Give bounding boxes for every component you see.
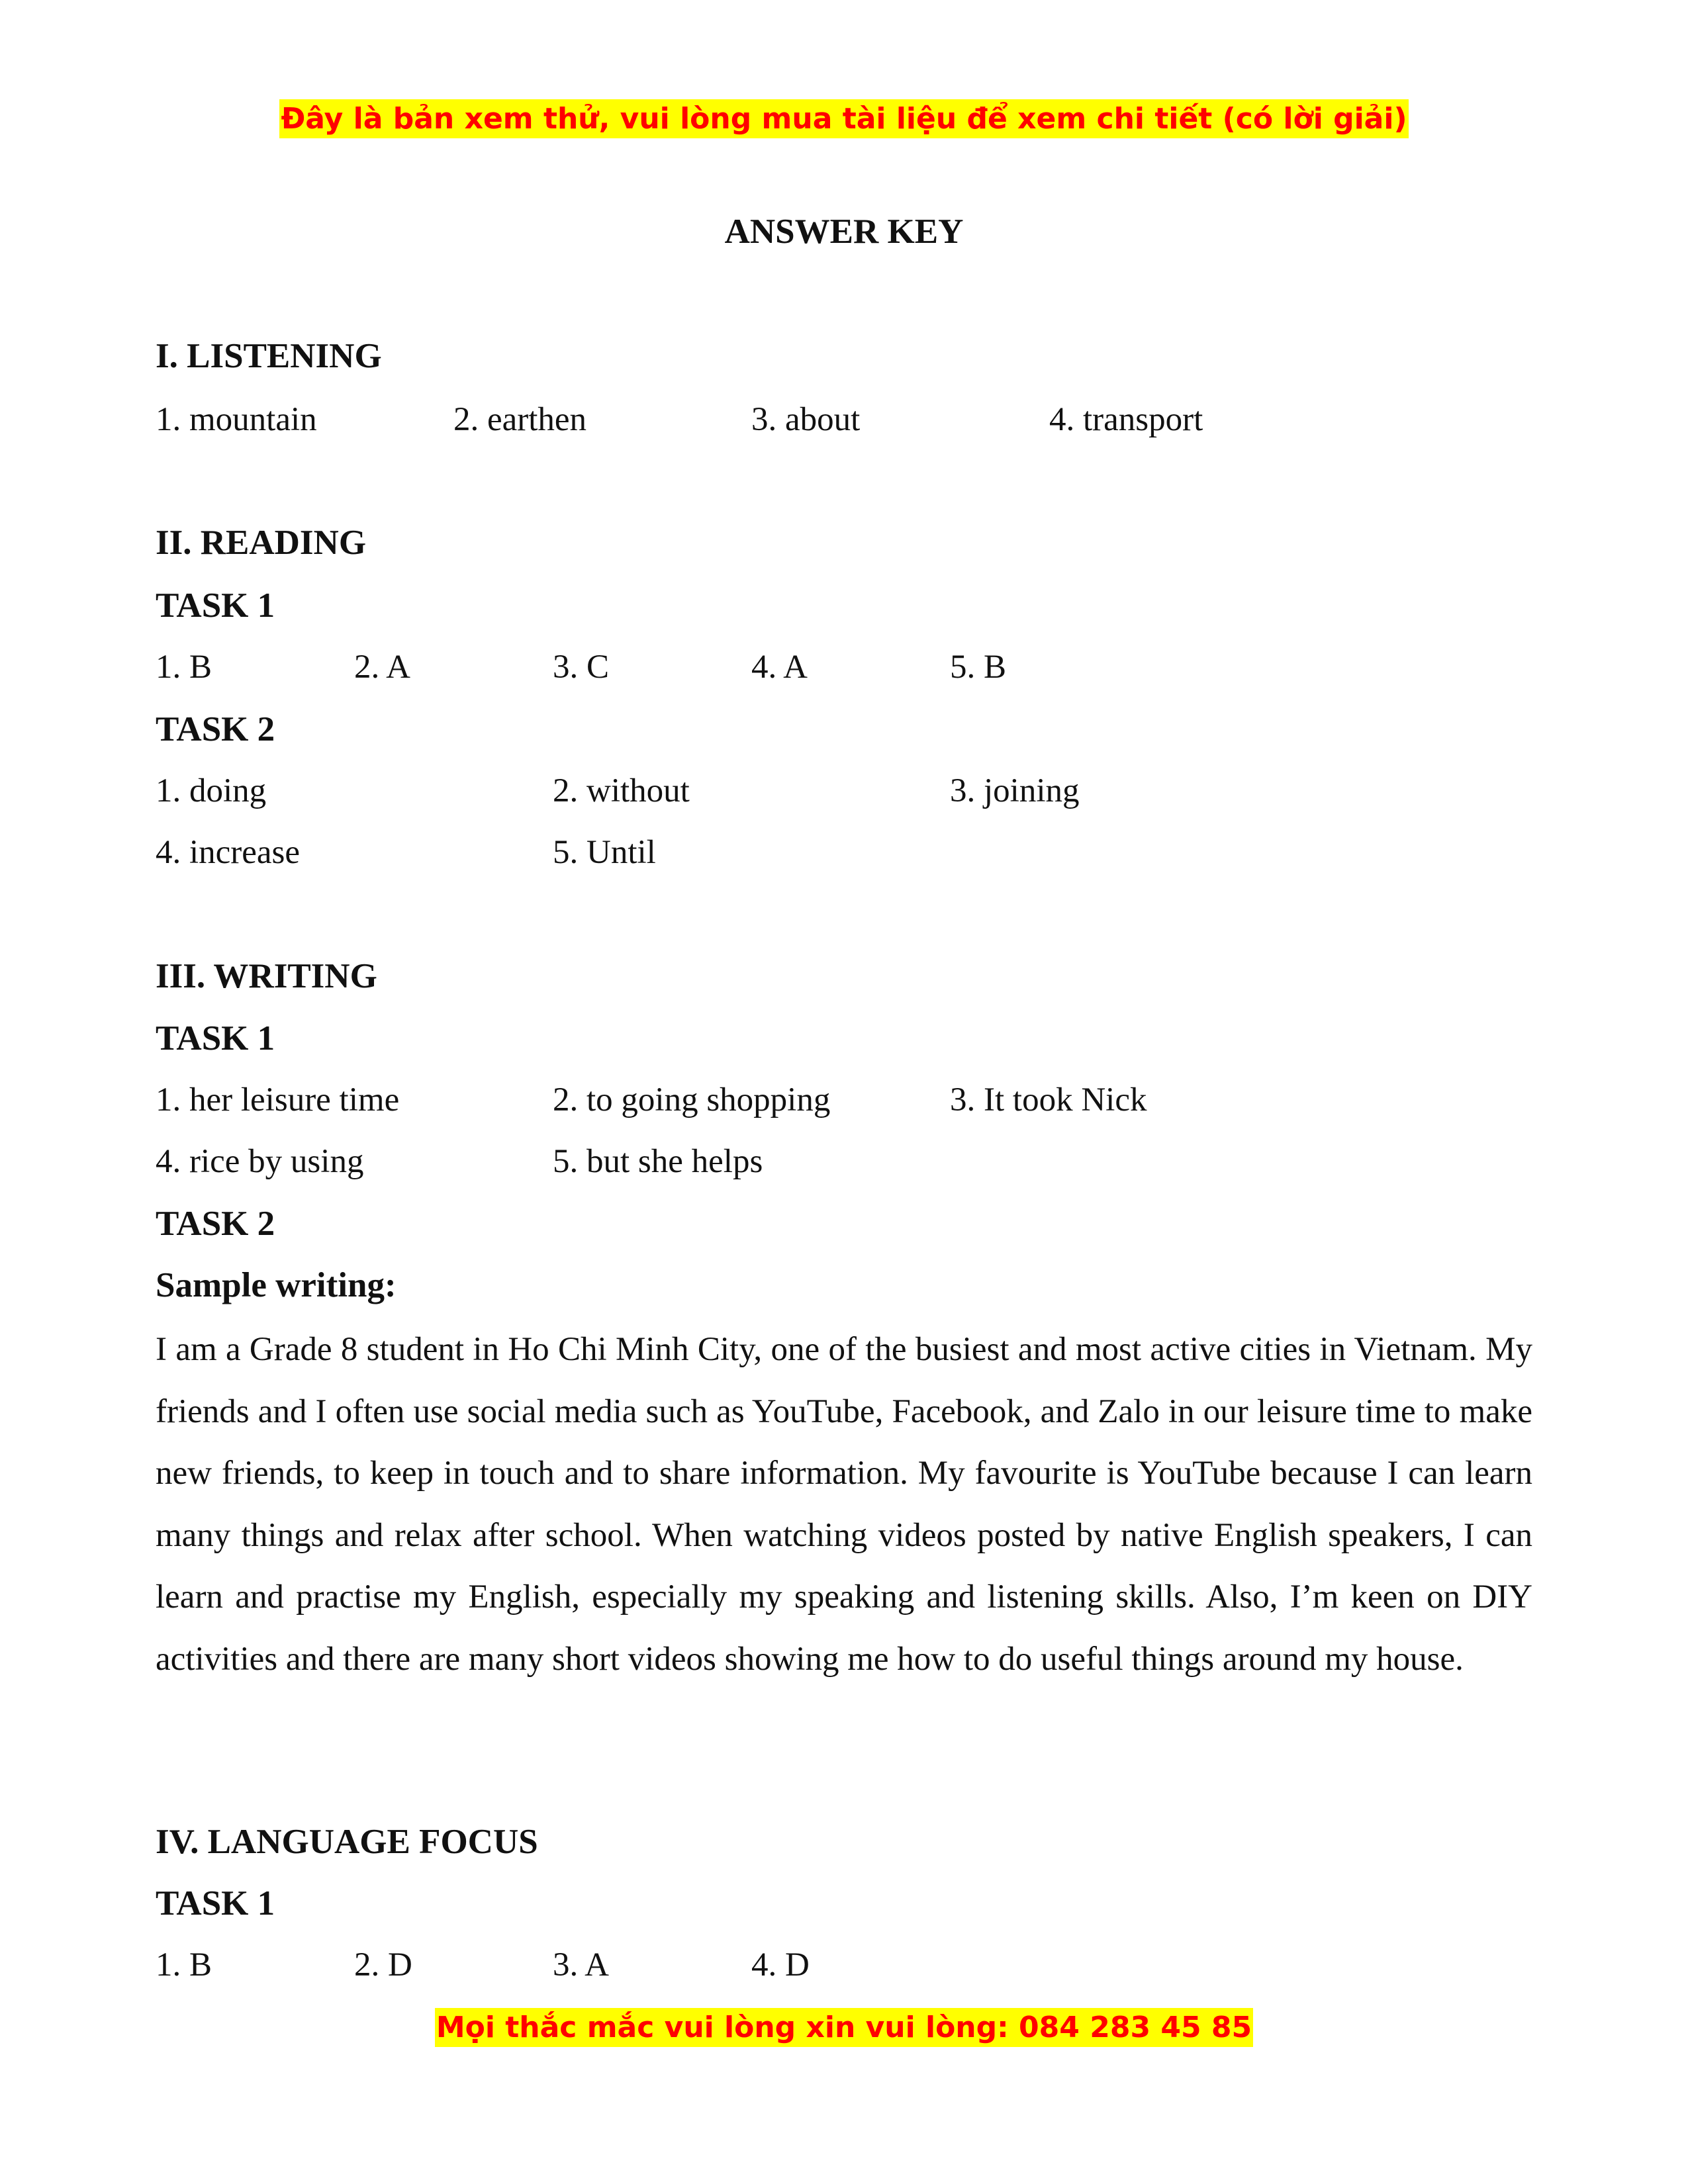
writing-task1-label: TASK 1 xyxy=(156,1019,275,1058)
preview-notice-text: Đây là bản xem thử, vui lòng mua tài liệu để xem chi tiết (có lời giải) xyxy=(279,99,1408,138)
writing-task1-answer-3: 3. It took Nick xyxy=(950,1081,1147,1118)
sample-writing-label: Sample writing: xyxy=(156,1266,397,1304)
reading-task1-answer-4: 4. A xyxy=(751,649,808,686)
listening-answer-3: 3. about xyxy=(751,401,861,438)
writing-task1-answer-5: 5. but she helps xyxy=(553,1143,763,1180)
language-focus-answer-2: 2. D xyxy=(354,1946,412,1983)
section-heading-reading: II. READING xyxy=(156,523,367,562)
reading-task1-label: TASK 1 xyxy=(156,586,275,625)
reading-task1-answer-2: 2. A xyxy=(354,649,411,686)
contact-banner xyxy=(0,2011,1688,2044)
reading-task1-answer-5: 5. B xyxy=(950,649,1007,686)
preview-notice-banner xyxy=(0,102,1688,136)
language-focus-answer-3: 3. A xyxy=(553,1946,610,1983)
writing-task1-answer-4: 4. rice by using xyxy=(156,1143,364,1180)
listening-answer-4: 4. transport xyxy=(1049,401,1203,438)
writing-task2-label: TASK 2 xyxy=(156,1205,275,1243)
page-title: ANSWER KEY xyxy=(724,212,964,251)
reading-task2-answer-4: 4. increase xyxy=(156,834,301,871)
section-heading-listening: I. LISTENING xyxy=(156,337,382,375)
reading-task2-answer-3: 3. joining xyxy=(950,772,1080,809)
reading-task2-label: TASK 2 xyxy=(156,710,275,749)
section-heading-language-focus: IV. LANGUAGE FOCUS xyxy=(156,1823,538,1861)
reading-task1-answer-1: 1. B xyxy=(156,649,212,686)
reading-task2-answer-2: 2. without xyxy=(553,772,690,809)
language-focus-answer-4: 4. D xyxy=(751,1946,810,1983)
sample-writing-paragraph: I am a Grade 8 student in Ho Chi Minh City, one of the busiest and most active cities in Vietnam. My friends and I often use social media such as YouTube, Facebook, and Zalo in our leisure time to make new friends, to keep in touch and to share information. My favourite is YouTube because I can learn many things and relax after school. When watching videos posted by native English speakers, I can learn and practise my English, especially my speaking and listening skills. Also, I’m keen on DIY activities and there are many short videos showing me how to do useful things around my house. xyxy=(156,1331,1532,1678)
reading-task1-answer-3: 3. C xyxy=(553,649,610,686)
language-focus-answer-1: 1. B xyxy=(156,1946,212,1983)
listening-answer-2: 2. earthen xyxy=(453,401,587,438)
writing-task1-answer-2: 2. to going shopping xyxy=(553,1081,831,1118)
language-focus-task1-label: TASK 1 xyxy=(156,1884,275,1923)
contact-text: Mọi thắc mắc vui lòng xin vui lòng: 084 283 45 85 xyxy=(435,2008,1253,2047)
reading-task2-answer-1: 1. doing xyxy=(156,772,267,809)
writing-task1-answer-1: 1. her leisure time xyxy=(156,1081,400,1118)
section-heading-writing: III. WRITING xyxy=(156,957,377,995)
reading-task2-answer-5: 5. Until xyxy=(553,834,656,871)
listening-answer-1: 1. mountain xyxy=(156,401,317,438)
